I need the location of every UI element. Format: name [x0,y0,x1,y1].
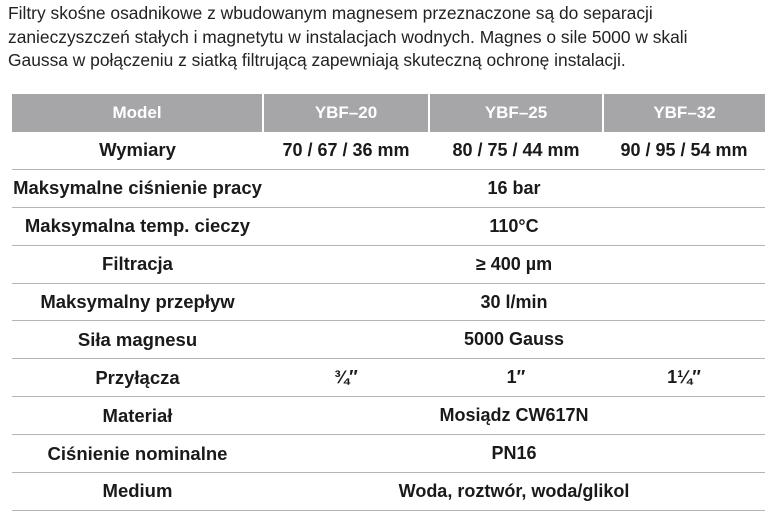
table-row [12,359,765,397]
intro-paragraph [8,2,773,73]
cell-ybf-20: 70 / 67 / 36 mm [263,132,429,169]
table-row [12,435,765,473]
table-row [12,321,765,359]
table-row [12,397,765,435]
table-row [12,207,765,245]
header-model: Model [12,94,263,132]
row-label-przeplyw: Maksymalny przepływ [12,283,263,321]
cell-ybf-25: 1″ [429,359,603,397]
row-label-cisnienie-pracy: Maksymalne ciśnienie pracy [12,169,263,207]
table-row [12,473,765,511]
header-ybf-20: YBF–20 [263,94,429,132]
header-ybf-32: YBF–32 [603,94,765,132]
cell-ybf-32: 1¼″ [603,359,765,397]
row-label-material: Materiał [12,397,263,435]
row-label-cisnienie-nominalne: Ciśnienie nominalne [12,435,263,473]
spec-table [12,94,765,511]
cell-value: Mosiądz CW617N [263,397,765,435]
row-label-wymiary: Wymiary [12,132,263,169]
cell-value: ≥ 400 µm [263,245,765,283]
cell-value: Woda, roztwór, woda/glikol [263,473,765,511]
cell-value: 5000 Gauss [263,321,765,359]
row-label-medium: Medium [12,473,263,511]
table-row [12,245,765,283]
cell-value: 16 bar [263,169,765,207]
table-row [12,169,765,207]
cell-value: PN16 [263,435,765,473]
header-ybf-25: YBF–25 [429,94,603,132]
row-label-przylacza: Przyłącza [12,359,263,397]
intro-line: Filtry skośne osadnikowe z wbudowanym magnesem przeznaczone są do separacji [8,3,653,23]
cell-value: 110°C [263,207,765,245]
table-header-row [12,94,765,132]
table-row [12,132,765,169]
row-label-filtracja: Filtracja [12,245,263,283]
cell-ybf-25: 80 / 75 / 44 mm [429,132,603,169]
cell-ybf-20: ¾″ [263,359,429,397]
cell-ybf-32: 90 / 95 / 54 mm [603,132,765,169]
cell-value: 30 l/min [263,283,765,321]
intro-line: Gaussa w połączeniu z siatką filtrującą zapewniają skuteczną ochronę instalacji. [8,50,626,70]
row-label-temp-cieczy: Maksymalna temp. cieczy [12,207,263,245]
table-row [12,283,765,321]
row-label-sila-magnesu: Siła magnesu [12,321,263,359]
intro-line: zanieczyszczeń stałych i magnetytu w instalacjach wodnych. Magnes o sile 5000 w skali [8,26,688,47]
